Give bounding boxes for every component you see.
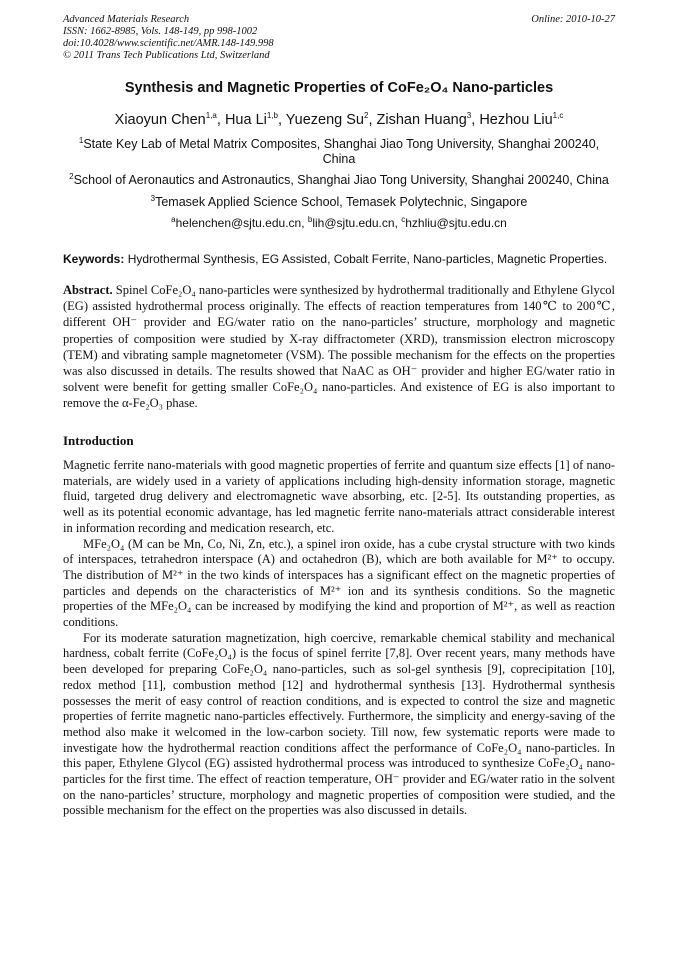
affiliation-number: 3	[150, 193, 156, 203]
email-link[interactable]: hzhliu@sjtu.edu.cn	[405, 216, 507, 230]
affiliation-text: School of Aeronautics and Astronautics, Shanghai Jiao Tong University, Shanghai 200240, China	[73, 173, 609, 187]
section-heading: Introduction	[63, 433, 134, 448]
keywords-label: Keywords:	[63, 252, 125, 266]
affiliation-3	[63, 195, 615, 210]
paragraph: MFe₂O₄ (M can be Mn, Co, Ni, Zn, etc.), a spinel iron oxide, has a cube crystal structure with two kinds of interspaces, tetrahedron interspace (A) and octahedron (B), which are both available for M²⁺ to occupy. The distribution of M²⁺ in the two kinds of interspaces has a significant effect on the magnetic properties of particles and depends on the characteristics of M²⁺ ion and its synthesis conditions. So the magnetic properties of the MFe₂O₄ can be increased by modifying the kind and proportion of M²⁺, as well as reaction conditions.	[63, 536, 615, 630]
paper-title: Synthesis and Magnetic Properties of CoFe₂O₄ Nano-particles	[124, 80, 554, 96]
abstract-text: Spinel CoFe₂O₄ nano-particles were synthesized by hydrothermal traditionally and Ethylene Glycol (EG) assisted hydrothermal process originally. The effects of reaction temperatures from 140℃ to 200℃, different OH⁻ provider and EG/water ratio on the nano-particles’ structure, morphology and magnetic properties of composition were studied by X-ray diffractometer (XRD), transmission electron microscopy (TEM) and vibrating sample magnetometer (VSM). The possible mechanism for the effects on the properties was also discussed in details. The results showed that NaAC as OH⁻ provider and higher EG/water ratio in solvent were benefit for getting smaller CoFe₂O₄ nano-particles. And existence of EG is also important to remove the α-Fe₂O₃ phase.	[63, 283, 615, 411]
email-mark: b	[307, 215, 313, 224]
affiliation-number: 1	[78, 135, 84, 145]
author-name: Yuezeng Su	[285, 112, 364, 128]
author-list: Xiaoyun Chen$^{1,a}$, Hua Li$^{1,b}$, Yuezeng Su$^2$, Zishan Huang$^3$, Hezhou Liu$^{1,c}$	[114, 111, 564, 128]
affiliation-2	[63, 173, 615, 188]
author-name: Zishan Huang	[376, 112, 467, 128]
paragraph: Magnetic ferrite nano-materials with good magnetic properties of ferrite and quantum size effects [1] of nano-materials, are widely used in a variety of applications including high-density information storage, magnetic fluid, targeted drug delivery and electromagnetic wave absorbing, etc. [2-5]. Its outstanding properties, as well as its potential economic advantage, has led magnetic ferrite nano-materials attract considerable interest in information recording and medication research, etc.	[63, 458, 615, 535]
author-affiliation-mark: 3	[466, 111, 472, 121]
author-name: Xiaoyun Chen	[114, 112, 206, 128]
introduction-body	[63, 458, 615, 819]
abstract-section	[63, 282, 615, 412]
paragraph: For its moderate saturation magnetization, high coercive, remarkable chemical stability and mechanical hardness, cobalt ferrite (CoFe₂O₄) is the focus of spinel ferrite [7,8]. Over recent years, many methods have been developed for preparing CoFe₂O₄ nano-particles, such as sol-gel synthesis [9], coprecipitation [10], redox method [11], combustion method [12] and hydrothermal synthesis [13]. Hydrothermal synthesis possesses the merit of easy control of reaction conditions, and is expected to control the size and magnetic properties of ferrite magnetic nano-particles effectively. Furthermore, the simplicity and energy-saving of the method also make it welcomed in the low-carbon society. Till now, few systematic reports were made to investigate how the hydrothermal reaction conditions affect the performance of CoFe₂O₄ nano-particles. In this paper, Ethylene Glycol (EG) assisted hydrothermal process was introduced to synthesize CoFe₂O₄ nano-particles for the first time. The effect of reaction temperature, OH⁻ provider and EG/water ratio in the solvent on the nano-particles’ structure, morphology and magnetic properties of composition were studied, and the possible mechanism for the effect on the properties was also discussed in details.	[63, 630, 615, 818]
author-affiliation-mark: 1,a	[205, 111, 217, 121]
keywords-text: Hydrothermal Synthesis, EG Assisted, Cobalt Ferrite, Nano-particles, Magnetic Properties.	[124, 252, 608, 266]
email-link[interactable]: lih@sjtu.edu.cn,	[312, 216, 402, 230]
journal-header	[63, 14, 274, 62]
affiliation-number: 2	[69, 171, 74, 181]
author-affiliation-mark: 1,c	[552, 111, 564, 121]
copyright-line: © 2011 Trans Tech Publications Ltd, Switzerland	[63, 50, 270, 61]
journal-name: Advanced Materials Research	[63, 14, 190, 25]
doi-line: doi:10.4028/www.scientific.net/AMR.148-149.998	[63, 38, 274, 49]
author-name: Hua Li	[224, 112, 267, 128]
email-link[interactable]: helenchen@sjtu.edu.cn,	[175, 216, 308, 230]
affiliation-1	[63, 137, 615, 167]
email-list	[63, 216, 615, 230]
abstract-label: Abstract.	[63, 283, 113, 297]
author-affiliation-mark: 1,b	[266, 111, 278, 121]
affiliation-text: Temasek Applied Science School, Temasek Polytechnic, Singapore	[155, 195, 528, 209]
author-name: Hezhou Liu	[479, 112, 553, 128]
author-affiliation-mark: 2	[364, 111, 369, 121]
affiliation-text: State Key Lab of Metal Matrix Composites, Shanghai Jiao Tong University, Shanghai 200240, China	[83, 137, 600, 166]
email-mark: c	[401, 215, 406, 224]
email-mark: a	[171, 215, 176, 224]
issn-line: ISSN: 1662-8985, Vols. 148-149, pp 998-1002	[63, 26, 258, 37]
keywords-section	[63, 252, 615, 266]
online-date: Online: 2010-10-27	[531, 14, 615, 25]
